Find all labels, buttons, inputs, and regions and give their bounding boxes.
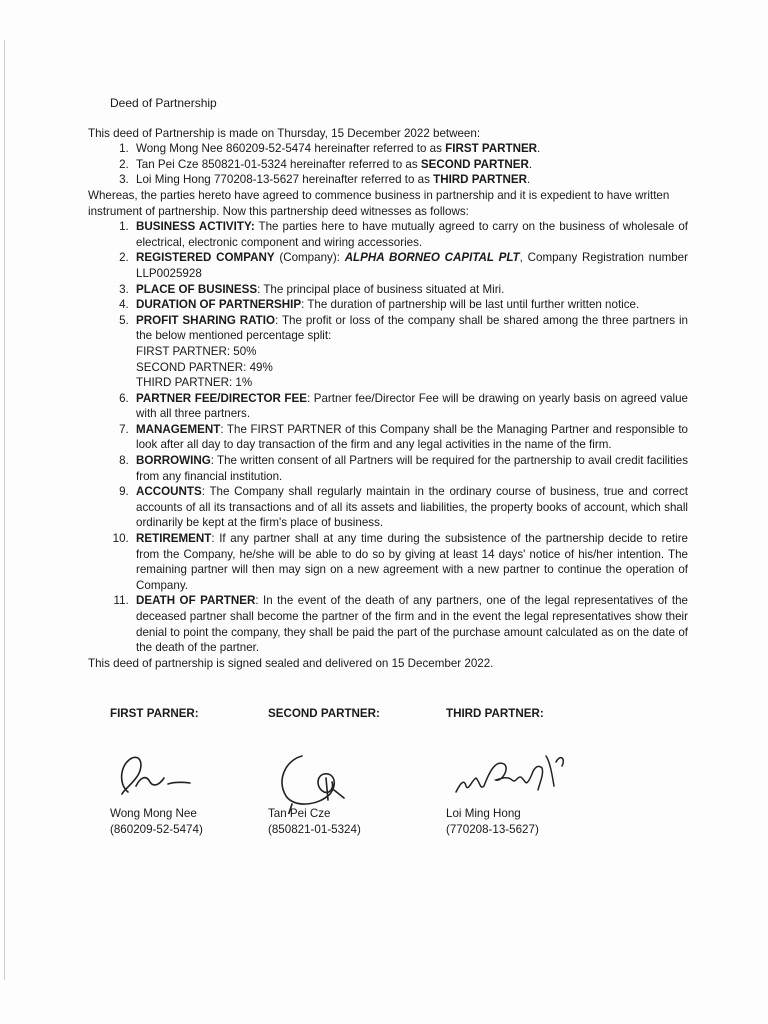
clause-business-activity: 1. BUSINESS ACTIVITY: The parties here to have mutually agreed to carry on the business of wholesale of electrical, electronic component and wiring accessories. — [132, 219, 688, 250]
closing-paragraph: This deed of partnership is signed sealed and delivered on 15 December 2022. — [88, 656, 494, 670]
signatory-name: Loi Ming Hong — [446, 807, 521, 820]
signature-block — [110, 706, 670, 836]
signature-third-partner — [446, 706, 626, 838]
intro-paragraph: This deed of Partnership is made on Thursday, 15 December 2022 between: — [88, 126, 481, 140]
scan-edge-line — [4, 40, 5, 980]
signature-heading: FIRST PARNER: — [110, 707, 199, 720]
whereas-paragraph: Whereas, the parties hereto have agreed to commence business in partnership and it is expedient to have written instrument of partnership. Now this partnership deed witnesses as follows: — [88, 188, 670, 218]
signature-image-second — [268, 734, 448, 806]
clause-management: 7. MANAGEMENT: The FIRST PARTNER of this Company shall be the Managing Partner and responsible to look after all day to day transaction of the firm and any legal activities in the name of the firm. — [132, 422, 688, 453]
partner-item: 3. Loi Ming Hong 770208-13-5627 hereinafter referred to as THIRD PARTNER. — [132, 172, 688, 188]
clause-retirement: 10. RETIREMENT: If any partner shall at any time during the subsistence of the partnership decide to retire from the Company, he/she will be able to do so by giving at least 14 days' notice of his/her intention. The remaining partner will then may sign on a new agreement with a new partner to continue the operation of Company. — [132, 531, 688, 593]
document-title: Deed of Partnership — [110, 96, 217, 110]
signatory-name: Tan Pei Cze — [268, 807, 331, 820]
clauses-list — [88, 219, 688, 656]
signature-heading: SECOND PARTNER: — [268, 707, 380, 720]
partner-role: THIRD PARTNER — [433, 173, 527, 187]
partner-role: FIRST PARTNER — [445, 142, 538, 156]
signature-second-partner — [268, 706, 448, 838]
deed-body — [88, 96, 688, 671]
signatory-name: Wong Mong Nee — [110, 807, 197, 820]
partner-item: 1. Wong Mong Nee 860209-52-5474 hereinafter referred to as FIRST PARTNER. — [132, 141, 688, 157]
clause-registered-company: 2. REGISTERED COMPANY (Company): ALPHA BORNEO CAPITAL PLT, Company Registration number LLP0025928 — [132, 250, 688, 281]
partners-list — [88, 141, 688, 188]
profit-split-first: FIRST PARTNER: 50% — [136, 344, 257, 358]
clause-duration: 4. DURATION OF PARTNERSHIP: The duration of partnership will be last until further written notice. — [132, 297, 688, 313]
partner-item: 2. Tan Pei Cze 850821-01-5324 hereinafter referred to as SECOND PARTNER. — [132, 157, 688, 173]
signatory-id: (770208-13-5627) — [446, 823, 539, 836]
signature-first-partner — [110, 706, 290, 838]
clause-partner-fee: 6. PARTNER FEE/DIRECTOR FEE: Partner fee/Director Fee will be drawing on yearly basis on agreed value with all three partners. — [132, 391, 688, 422]
signatory-id: (850821-01-5324) — [268, 823, 361, 836]
signature-image-first — [110, 734, 290, 806]
partner-role: SECOND PARTNER — [420, 157, 529, 171]
profit-split-third: THIRD PARTNER: 1% — [136, 376, 253, 390]
clause-place-of-business: 3. PLACE OF BUSINESS: The principal place of business situated at Miri. — [132, 282, 688, 298]
signatory-id: (860209-52-5474) — [110, 823, 203, 836]
clause-death-of-partner: 11. DEATH OF PARTNER: In the event of the death of any partners, one of the legal representatives of the deceased partner shall become the partner of the firm and in the event the legal representatives show their denial to point the company, they shall be paid the part of the purchase amount calculated as on the date of the death of the partner. — [132, 593, 688, 655]
clause-profit-sharing: 5. PROFIT SHARING RATIO: The profit or loss of the company shall be shared among the three partners in the below mentioned percentage split: FIRST PARTNER: 50% SECOND PARTNER: 49% THIRD PARTNER: 1% — [132, 313, 688, 391]
clause-borrowing: 8. BORROWING: The written consent of all Partners will be required for the partnership to avail credit facilities from any financial institution. — [132, 453, 688, 484]
signature-image-third — [446, 734, 626, 806]
signature-heading: THIRD PARTNER: — [446, 707, 544, 720]
clause-accounts: 9. ACCOUNTS: The Company shall regularly maintain in the ordinary course of business, true and correct accounts of all its transactions and of all its assets and liabilities, the property books of account, which shall ordinarily be kept at the firm's place of business. — [132, 484, 688, 531]
profit-split-second: SECOND PARTNER: 49% — [136, 360, 273, 374]
company-name: ALPHA BORNEO CAPITAL PLT — [344, 251, 520, 265]
